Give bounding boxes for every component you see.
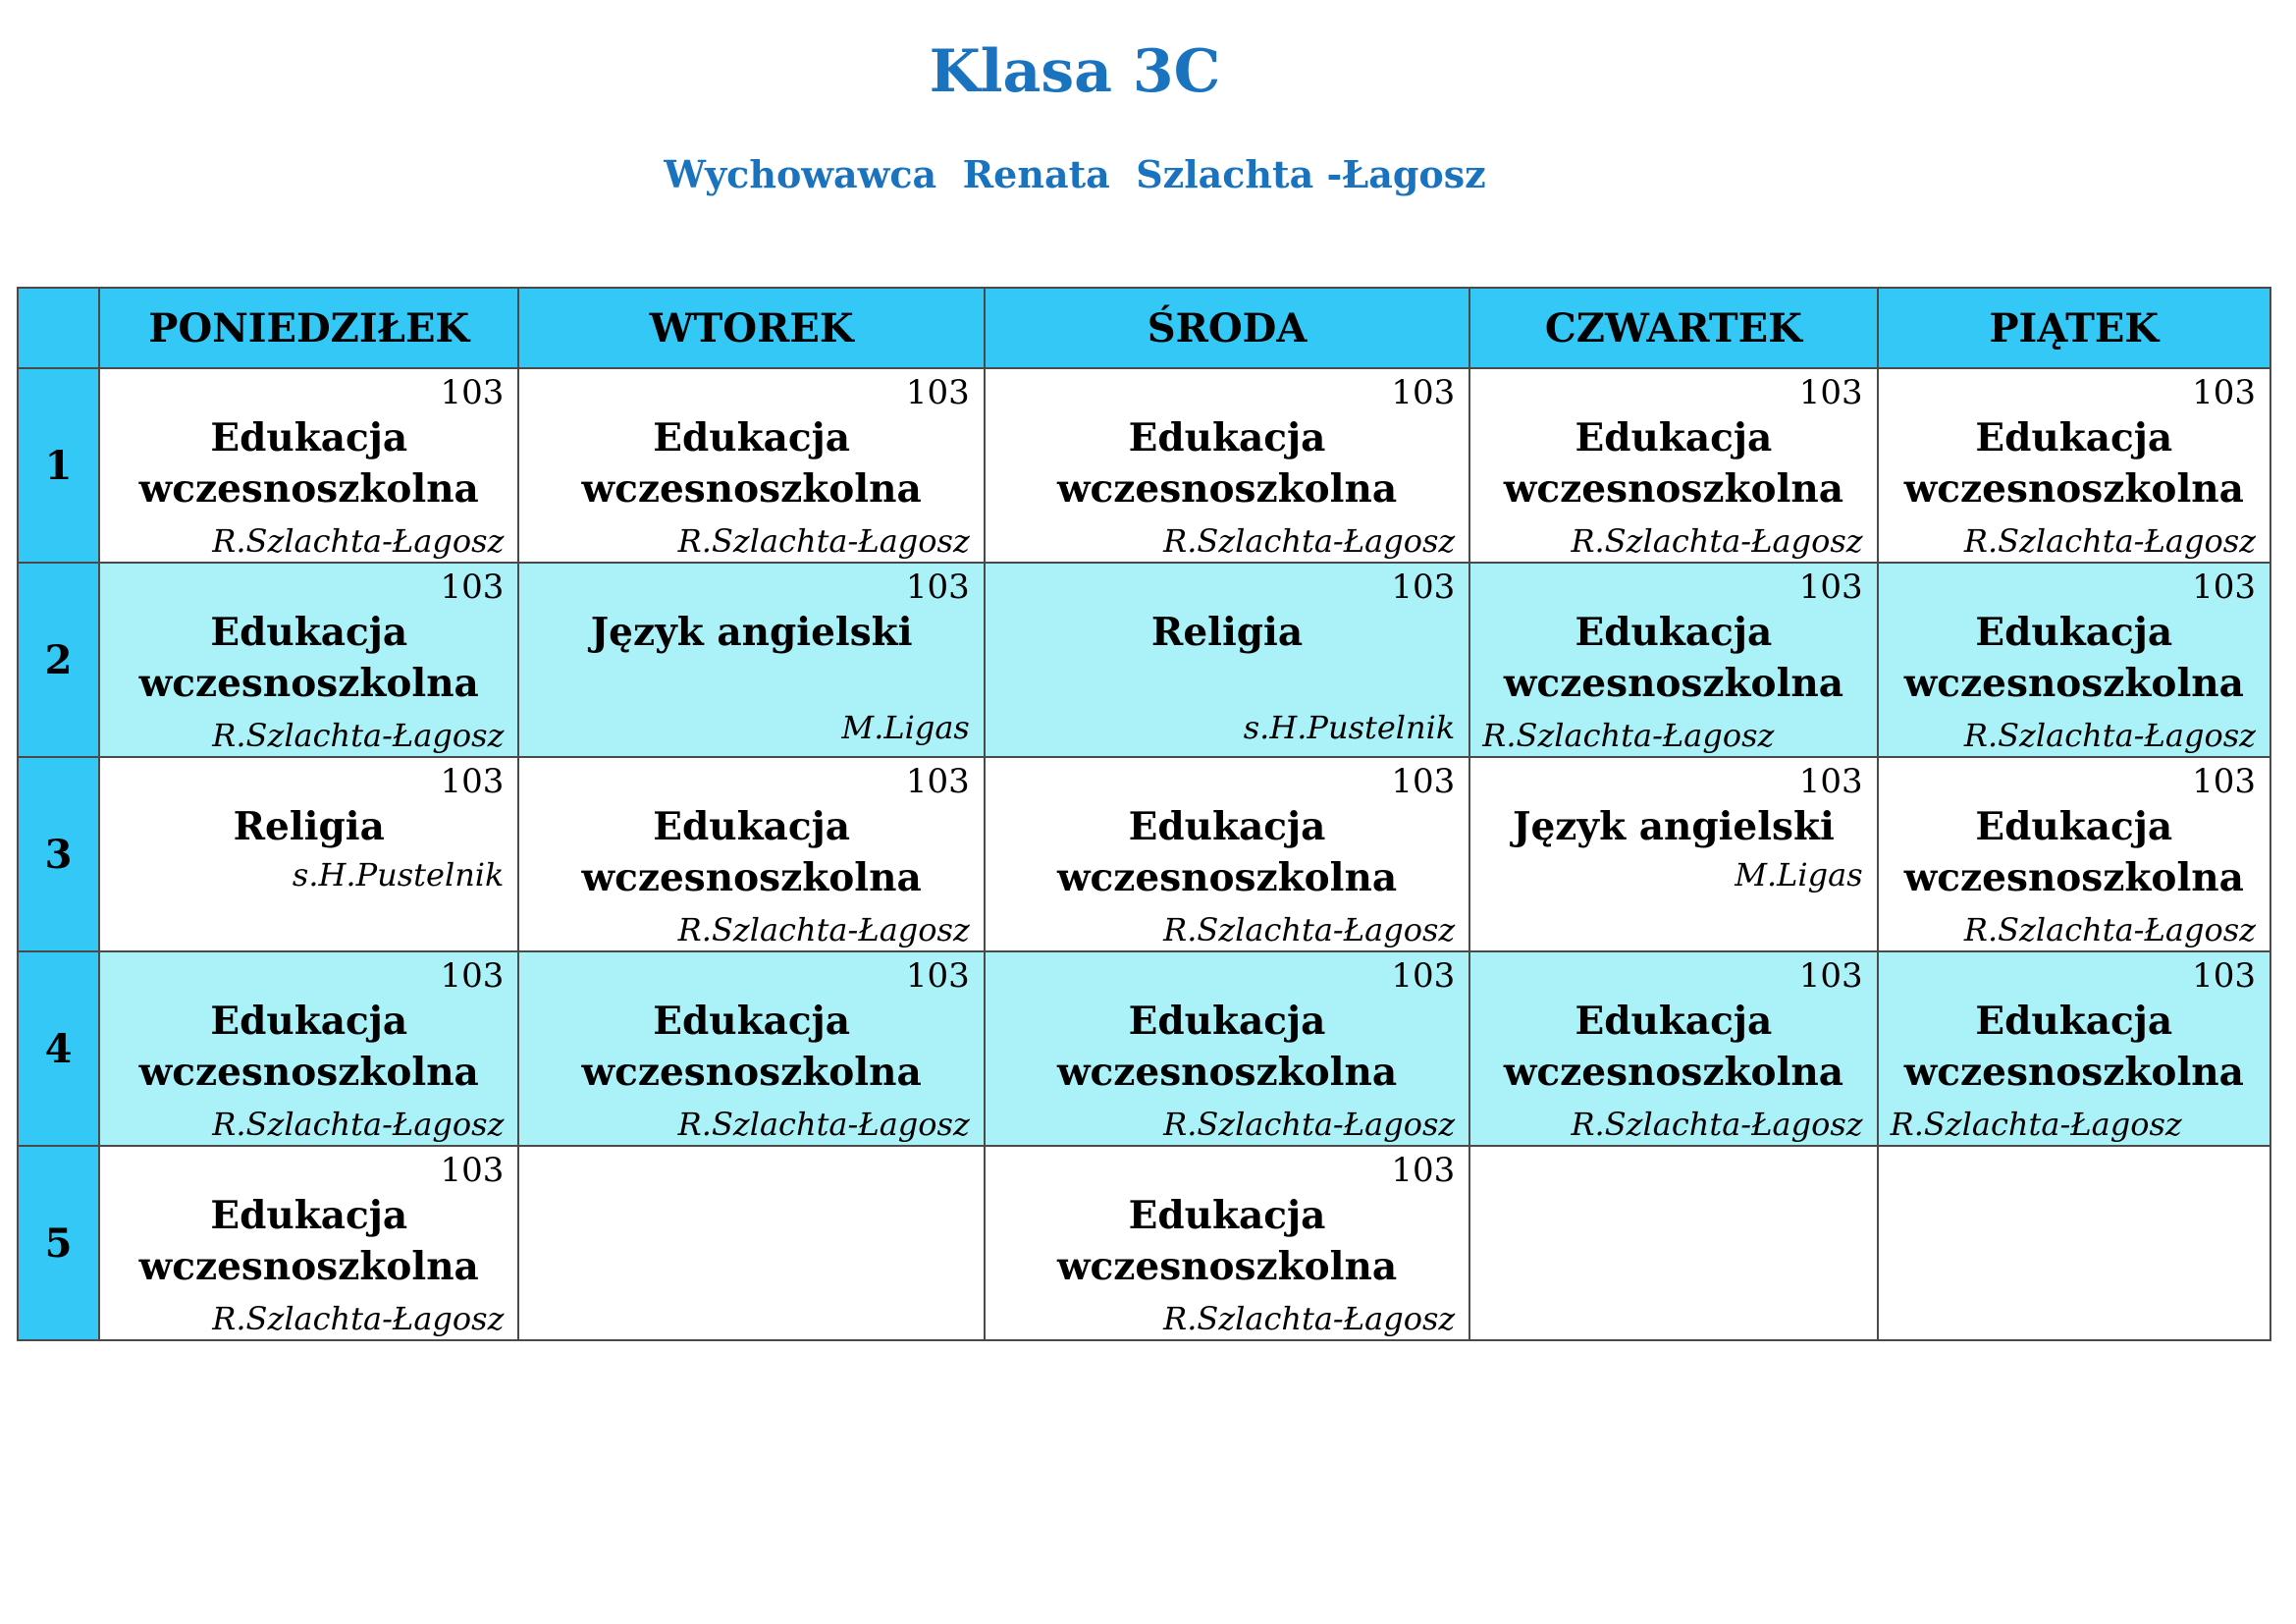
subject-name: Edukacja wczesnoszkolna [581, 415, 922, 512]
teacher-name: R.Szlachta-Łagosz [677, 911, 970, 948]
teacher-name: R.Szlachta-Łagosz [212, 1106, 505, 1143]
lesson-number: 4 [18, 951, 99, 1146]
teacher-name: R.Szlachta-Łagosz [212, 1300, 505, 1337]
lesson-number: 3 [18, 757, 99, 951]
lesson-cell-monday [99, 563, 518, 757]
lesson-number: 1 [18, 368, 99, 563]
room-number: 103 [1798, 762, 1863, 801]
lesson-cell-friday [1878, 757, 2270, 951]
room-number: 103 [440, 1151, 505, 1190]
lesson-row [18, 1146, 2270, 1340]
subject-name: Edukacja wczesnoszkolna [138, 1193, 479, 1289]
lesson-cell-wednesday [985, 951, 1469, 1146]
subject-name: Edukacja wczesnoszkolna [1056, 415, 1398, 512]
subject-name: Edukacja wczesnoszkolna [1903, 415, 2244, 512]
lesson-cell-wednesday [985, 757, 1469, 951]
room-number: 103 [1391, 568, 1456, 607]
subject-name: Edukacja wczesnoszkolna [1056, 804, 1398, 900]
room-number: 103 [440, 956, 505, 996]
lesson-cell-wednesday [985, 563, 1469, 757]
lesson-cell-friday [1878, 368, 2270, 563]
subject-name: Edukacja wczesnoszkolna [1903, 804, 2244, 900]
lesson-cell-wednesday [985, 1146, 1469, 1340]
teacher-name: R.Szlachta-Łagosz [677, 1106, 970, 1143]
room-number: 103 [2192, 956, 2256, 996]
day-header-wednesday: ŚRODA [985, 288, 1469, 368]
lesson-cell-friday [1878, 951, 2270, 1146]
room-number: 103 [1391, 956, 1456, 996]
subject-name: Religia [233, 804, 385, 849]
teacher-name: s.H.Pustelnik [292, 856, 505, 893]
subject-name: Język angielski [1513, 804, 1835, 849]
teacher-name: R.Szlachta-Łagosz [1963, 717, 2256, 754]
room-number: 103 [440, 762, 505, 801]
lesson-cell-monday [99, 368, 518, 563]
lesson-row [18, 757, 2270, 951]
subject-name: Edukacja wczesnoszkolna [138, 610, 479, 706]
room-number: 103 [1798, 568, 1863, 607]
lesson-cell-monday [99, 951, 518, 1146]
room-number: 103 [905, 956, 970, 996]
teacher-name: R.Szlachta-Łagosz [1890, 1106, 2182, 1143]
subject-name: Edukacja wczesnoszkolna [1503, 610, 1844, 706]
subject-name: Edukacja wczesnoszkolna [138, 999, 479, 1095]
lesson-cell-tuesday [518, 757, 984, 951]
subject-name: Edukacja wczesnoszkolna [1056, 1193, 1398, 1289]
teacher-name: R.Szlachta-Łagosz [1571, 522, 1863, 560]
room-number: 103 [2192, 373, 2256, 412]
subject-name: Edukacja wczesnoszkolna [1903, 999, 2244, 1095]
day-header-tuesday: WTOREK [518, 288, 984, 368]
teacher-name: R.Szlachta-Łagosz [1163, 911, 1456, 948]
lesson-number: 5 [18, 1146, 99, 1340]
room-number: 103 [905, 373, 970, 412]
teacher-name: R.Szlachta-Łagosz [212, 717, 505, 754]
room-number: 103 [440, 568, 505, 607]
subject-name: Język angielski [590, 610, 913, 655]
teacher-name: M.Ligas [1735, 856, 1863, 893]
lesson-cell-monday [99, 757, 518, 951]
lesson-cell-friday [1878, 563, 2270, 757]
day-header-monday: PONIEDZIŁEK [99, 288, 518, 368]
room-number: 103 [440, 373, 505, 412]
lesson-cell-friday [1878, 1146, 2270, 1340]
room-number: 103 [905, 762, 970, 801]
teacher-name: R.Szlachta-Łagosz [677, 522, 970, 560]
lesson-cell-thursday [1469, 951, 1877, 1146]
teacher-name: R.Szlachta-Łagosz [1482, 717, 1775, 754]
class-teacher-subtitle: Wychowawca Renata Szlachta -Łagosz [664, 152, 1486, 196]
lesson-cell-tuesday [518, 563, 984, 757]
subject-name: Edukacja wczesnoszkolna [1503, 415, 1844, 512]
day-header-thursday: CZWARTEK [1469, 288, 1877, 368]
lesson-cell-tuesday [518, 951, 984, 1146]
room-number: 103 [1798, 373, 1863, 412]
lesson-cell-wednesday [985, 368, 1469, 563]
teacher-name: R.Szlachta-Łagosz [1963, 522, 2256, 560]
room-number: 103 [1391, 1151, 1456, 1190]
lesson-cell-tuesday [518, 1146, 984, 1340]
subject-name: Edukacja wczesnoszkolna [581, 804, 922, 900]
lesson-row [18, 563, 2270, 757]
teacher-name: R.Szlachta-Łagosz [1163, 1106, 1456, 1143]
teacher-name: R.Szlachta-Łagosz [1571, 1106, 1863, 1143]
subject-name: Edukacja wczesnoszkolna [1056, 999, 1398, 1095]
room-number: 103 [1798, 956, 1863, 996]
room-number: 103 [1391, 762, 1456, 801]
teacher-name: R.Szlachta-Łagosz [1963, 911, 2256, 948]
teacher-name: R.Szlachta-Łagosz [1163, 1300, 1456, 1337]
subject-name: Edukacja wczesnoszkolna [138, 415, 479, 512]
timetable [17, 287, 2271, 1341]
room-number: 103 [905, 568, 970, 607]
lesson-row [18, 368, 2270, 563]
header-row [18, 288, 2270, 368]
room-number: 103 [2192, 762, 2256, 801]
page-title: Klasa 3C [929, 37, 1221, 106]
lesson-cell-thursday [1469, 757, 1877, 951]
subject-name: Edukacja wczesnoszkolna [1903, 610, 2244, 706]
lesson-cell-tuesday [518, 368, 984, 563]
teacher-name: s.H.Pustelnik [1243, 709, 1456, 746]
corner-cell [18, 288, 99, 368]
room-number: 103 [2192, 568, 2256, 607]
teacher-name: M.Ligas [841, 709, 970, 746]
room-number: 103 [1391, 373, 1456, 412]
lesson-cell-thursday [1469, 368, 1877, 563]
teacher-name: R.Szlachta-Łagosz [1163, 522, 1456, 560]
subject-name: Edukacja wczesnoszkolna [581, 999, 922, 1095]
subject-name: Edukacja wczesnoszkolna [1503, 999, 1844, 1095]
lesson-number: 2 [18, 563, 99, 757]
lesson-cell-thursday [1469, 1146, 1877, 1340]
lesson-row [18, 951, 2270, 1146]
lesson-cell-monday [99, 1146, 518, 1340]
day-header-friday: PIĄTEK [1878, 288, 2270, 368]
teacher-name: R.Szlachta-Łagosz [212, 522, 505, 560]
subject-name: Religia [1150, 610, 1304, 655]
lesson-cell-thursday [1469, 563, 1877, 757]
